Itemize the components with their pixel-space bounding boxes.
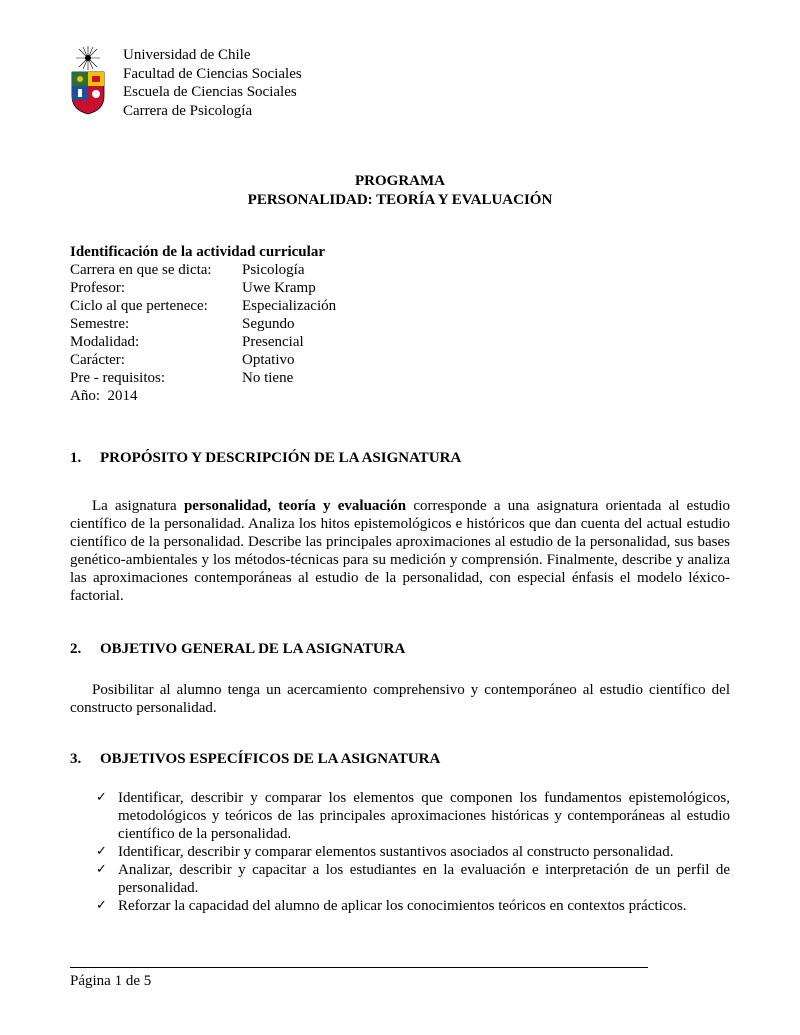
page-number: Página 1 de 5 [70, 973, 152, 989]
ident-label: Carácter: [70, 352, 125, 368]
section-number: 3. [70, 751, 82, 767]
ident-label: Carrera en que se dicta: [70, 262, 212, 278]
list-item [96, 897, 730, 915]
checkmark-icon: ✓ [96, 844, 107, 859]
list-item [96, 843, 730, 861]
objectives-list [96, 789, 730, 915]
checkmark-icon: ✓ [96, 790, 107, 805]
ident-value: No tiene [242, 370, 294, 386]
faculty-name: Facultad de Ciencias Sociales [123, 65, 302, 82]
ident-row [70, 315, 336, 333]
section-3-heading [70, 750, 440, 768]
ident-value: Optativo [242, 352, 295, 368]
document-title [0, 172, 800, 210]
list-item-text: Identificar, describir y comparar elementos sustantivos asociados al constructo personalidad. [118, 844, 674, 860]
ident-label: Pre - requisitos: [70, 370, 165, 386]
ident-value: Presencial [242, 334, 304, 350]
section-title: OBJETIVO GENERAL DE LA ASIGNATURA [100, 641, 406, 657]
ident-value: Psicología [242, 262, 305, 278]
ident-value: Especialización [242, 298, 337, 314]
university-crest-logo [70, 44, 106, 116]
ident-row [70, 369, 336, 387]
ident-row [70, 297, 336, 315]
section-number: 1. [70, 450, 82, 466]
paragraph-intro: La asignatura [92, 498, 184, 514]
course-name-emphasis: personalidad, teoría y evaluación [183, 498, 407, 514]
ident-label: Ciclo al que pertenece: [70, 298, 208, 314]
ident-label: Modalidad: [70, 334, 140, 350]
ident-row [70, 261, 336, 279]
ident-row [70, 279, 336, 297]
school-name: Escuela de Ciencias Sociales [123, 84, 297, 100]
footer-divider [70, 967, 648, 968]
section-title: OBJETIVOS ESPECÍFICOS DE LA ASIGNATURA [100, 751, 441, 767]
section-number: 2. [70, 641, 82, 657]
section-2-paragraph [70, 681, 730, 717]
paragraph-rest: corresponde a una asignatura orientada al estudio científico de la personalidad. Analiza los hitos epistemológicos e históricos que dan cuenta del actual estudio científico de la personalidad. Describe las principales aproximaciones al estudio de la personalidad, sus bases genético-ambientales y los métodos-técnicas para su medición y comprensión. Finalmente, describe y analiza las aproximaciones contemporáneas al estudio de la personalidad, con especial énfasis el modelo léxico-factorial. [70, 498, 731, 604]
list-item [96, 789, 730, 843]
list-item-text: Analizar, describir y capacitar a los estudiantes en la evaluación e interpretación de un perfil de personalidad. [118, 862, 730, 896]
ident-label: Profesor: [70, 280, 125, 296]
list-item-text: Reforzar la capacidad del alumno de aplicar los conocimientos teóricos en contextos prácticos. [118, 898, 687, 914]
ident-row [70, 333, 336, 351]
identification-heading: Identificación de la actividad curricular [70, 244, 325, 260]
title-line-1: PROGRAMA [355, 173, 445, 189]
checkmark-icon: ✓ [96, 898, 107, 913]
list-item [96, 861, 730, 897]
section-1-paragraph [70, 497, 730, 605]
section-title: PROPÓSITO Y DESCRIPCIÓN DE LA ASIGNATURA [100, 450, 462, 466]
paragraph-text: Posibilitar al alumno tenga un acercamiento comprehensivo y contemporáneo al estudio científico del constructo personalidad. [70, 682, 730, 716]
ident-value: Uwe Kramp [242, 280, 316, 296]
program-name: Carrera de Psicología [123, 102, 253, 119]
list-item-text: Identificar, describir y comparar los elementos que componen los fundamentos epistemológicos, metodológicos y teóricos de las principales aproximaciones históricas y contemporáneas al estudio científico de la personalidad. [118, 790, 730, 842]
section-2-heading [70, 640, 405, 658]
ident-label: Semestre: [70, 316, 130, 332]
university-name: Universidad de Chile [123, 47, 251, 63]
ident-row [70, 351, 336, 369]
ident-year: Año: 2014 [70, 388, 138, 404]
identification-block [70, 243, 336, 405]
checkmark-icon: ✓ [96, 862, 107, 877]
title-line-2: PERSONALIDAD: TEORÍA Y EVALUACIÓN [247, 192, 553, 208]
section-1-heading [70, 449, 461, 467]
institution-header [123, 46, 302, 120]
ident-value: Segundo [242, 316, 295, 332]
